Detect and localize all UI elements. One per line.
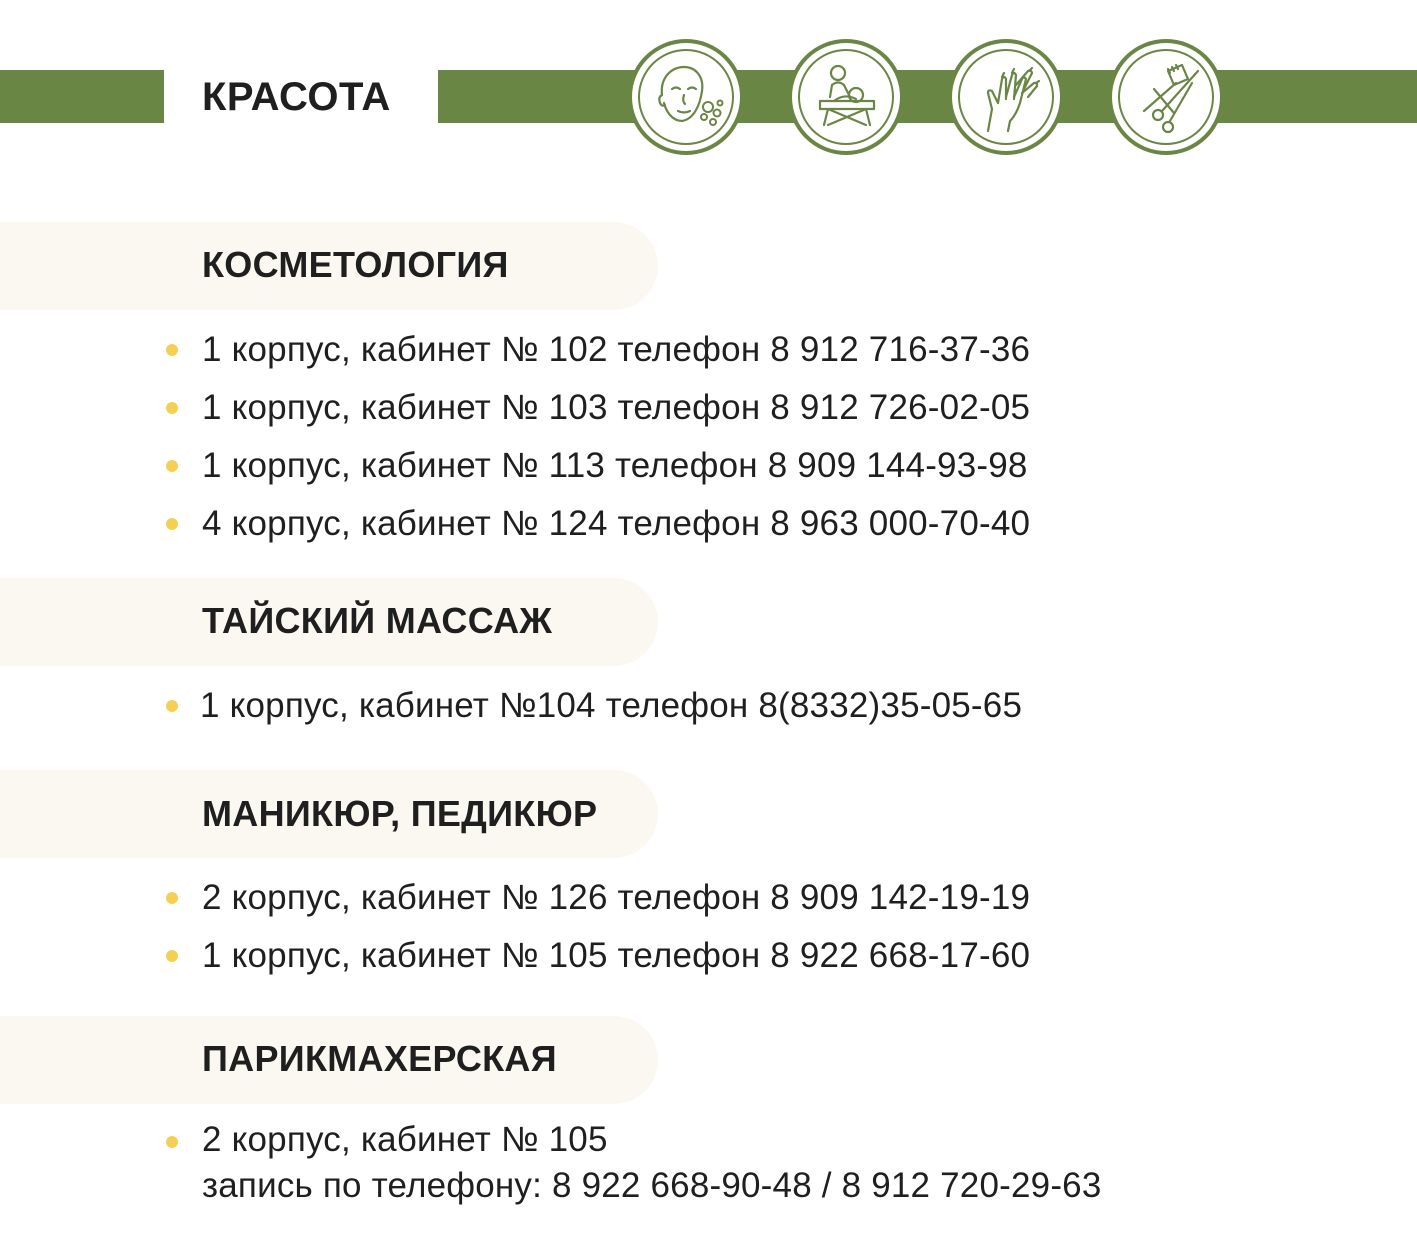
manicure-hands-icon <box>948 39 1064 155</box>
section-title-thai-massage: ТАЙСКИЙ МАССАЖ <box>202 600 553 641</box>
bullet <box>166 402 178 414</box>
bullet <box>166 344 178 356</box>
bullet <box>166 518 178 530</box>
section-title-manicure: МАНИКЮР, ПЕДИКЮР <box>202 793 598 834</box>
header-bar-right <box>438 70 1417 123</box>
section-title-cosmetology: КОСМЕТОЛОГИЯ <box>202 244 509 285</box>
list-item: 1 корпус, кабинет № 102 телефон 8 912 716-37-36 <box>202 330 1031 369</box>
list-item-phone: запись по телефону: 8 922 668-90-48 / 8 912 720-29-63 <box>202 1166 1102 1205</box>
list-item: 2 корпус, кабинет № 126 телефон 8 909 142-19-19 <box>202 878 1031 917</box>
list-item: 1 корпус, кабинет №104 телефон 8(8332)35-05-65 <box>200 686 1023 725</box>
bullet <box>166 460 178 472</box>
section-title-hairdresser: ПАРИКМАХЕРСКАЯ <box>202 1038 557 1079</box>
hairdresser-tools-icon <box>1108 39 1224 155</box>
bullet <box>166 892 178 904</box>
list-item: 2 корпус, кабинет № 105 <box>202 1120 608 1159</box>
bullet <box>166 700 178 712</box>
list-item: 1 корпус, кабинет № 105 телефон 8 922 668-17-60 <box>202 936 1031 975</box>
list-item: 1 корпус, кабинет № 113 телефон 8 909 144-93-98 <box>202 446 1028 485</box>
face-cosmetology-icon <box>628 39 744 155</box>
bullet <box>166 950 178 962</box>
header-bar-left <box>0 70 164 123</box>
bullet <box>166 1136 178 1148</box>
page-title: КРАСОТА <box>202 75 391 119</box>
massage-icon <box>788 39 904 155</box>
list-item: 4 корпус, кабинет № 124 телефон 8 963 000-70-40 <box>202 504 1031 543</box>
list-item: 1 корпус, кабинет № 103 телефон 8 912 726-02-05 <box>202 388 1031 427</box>
